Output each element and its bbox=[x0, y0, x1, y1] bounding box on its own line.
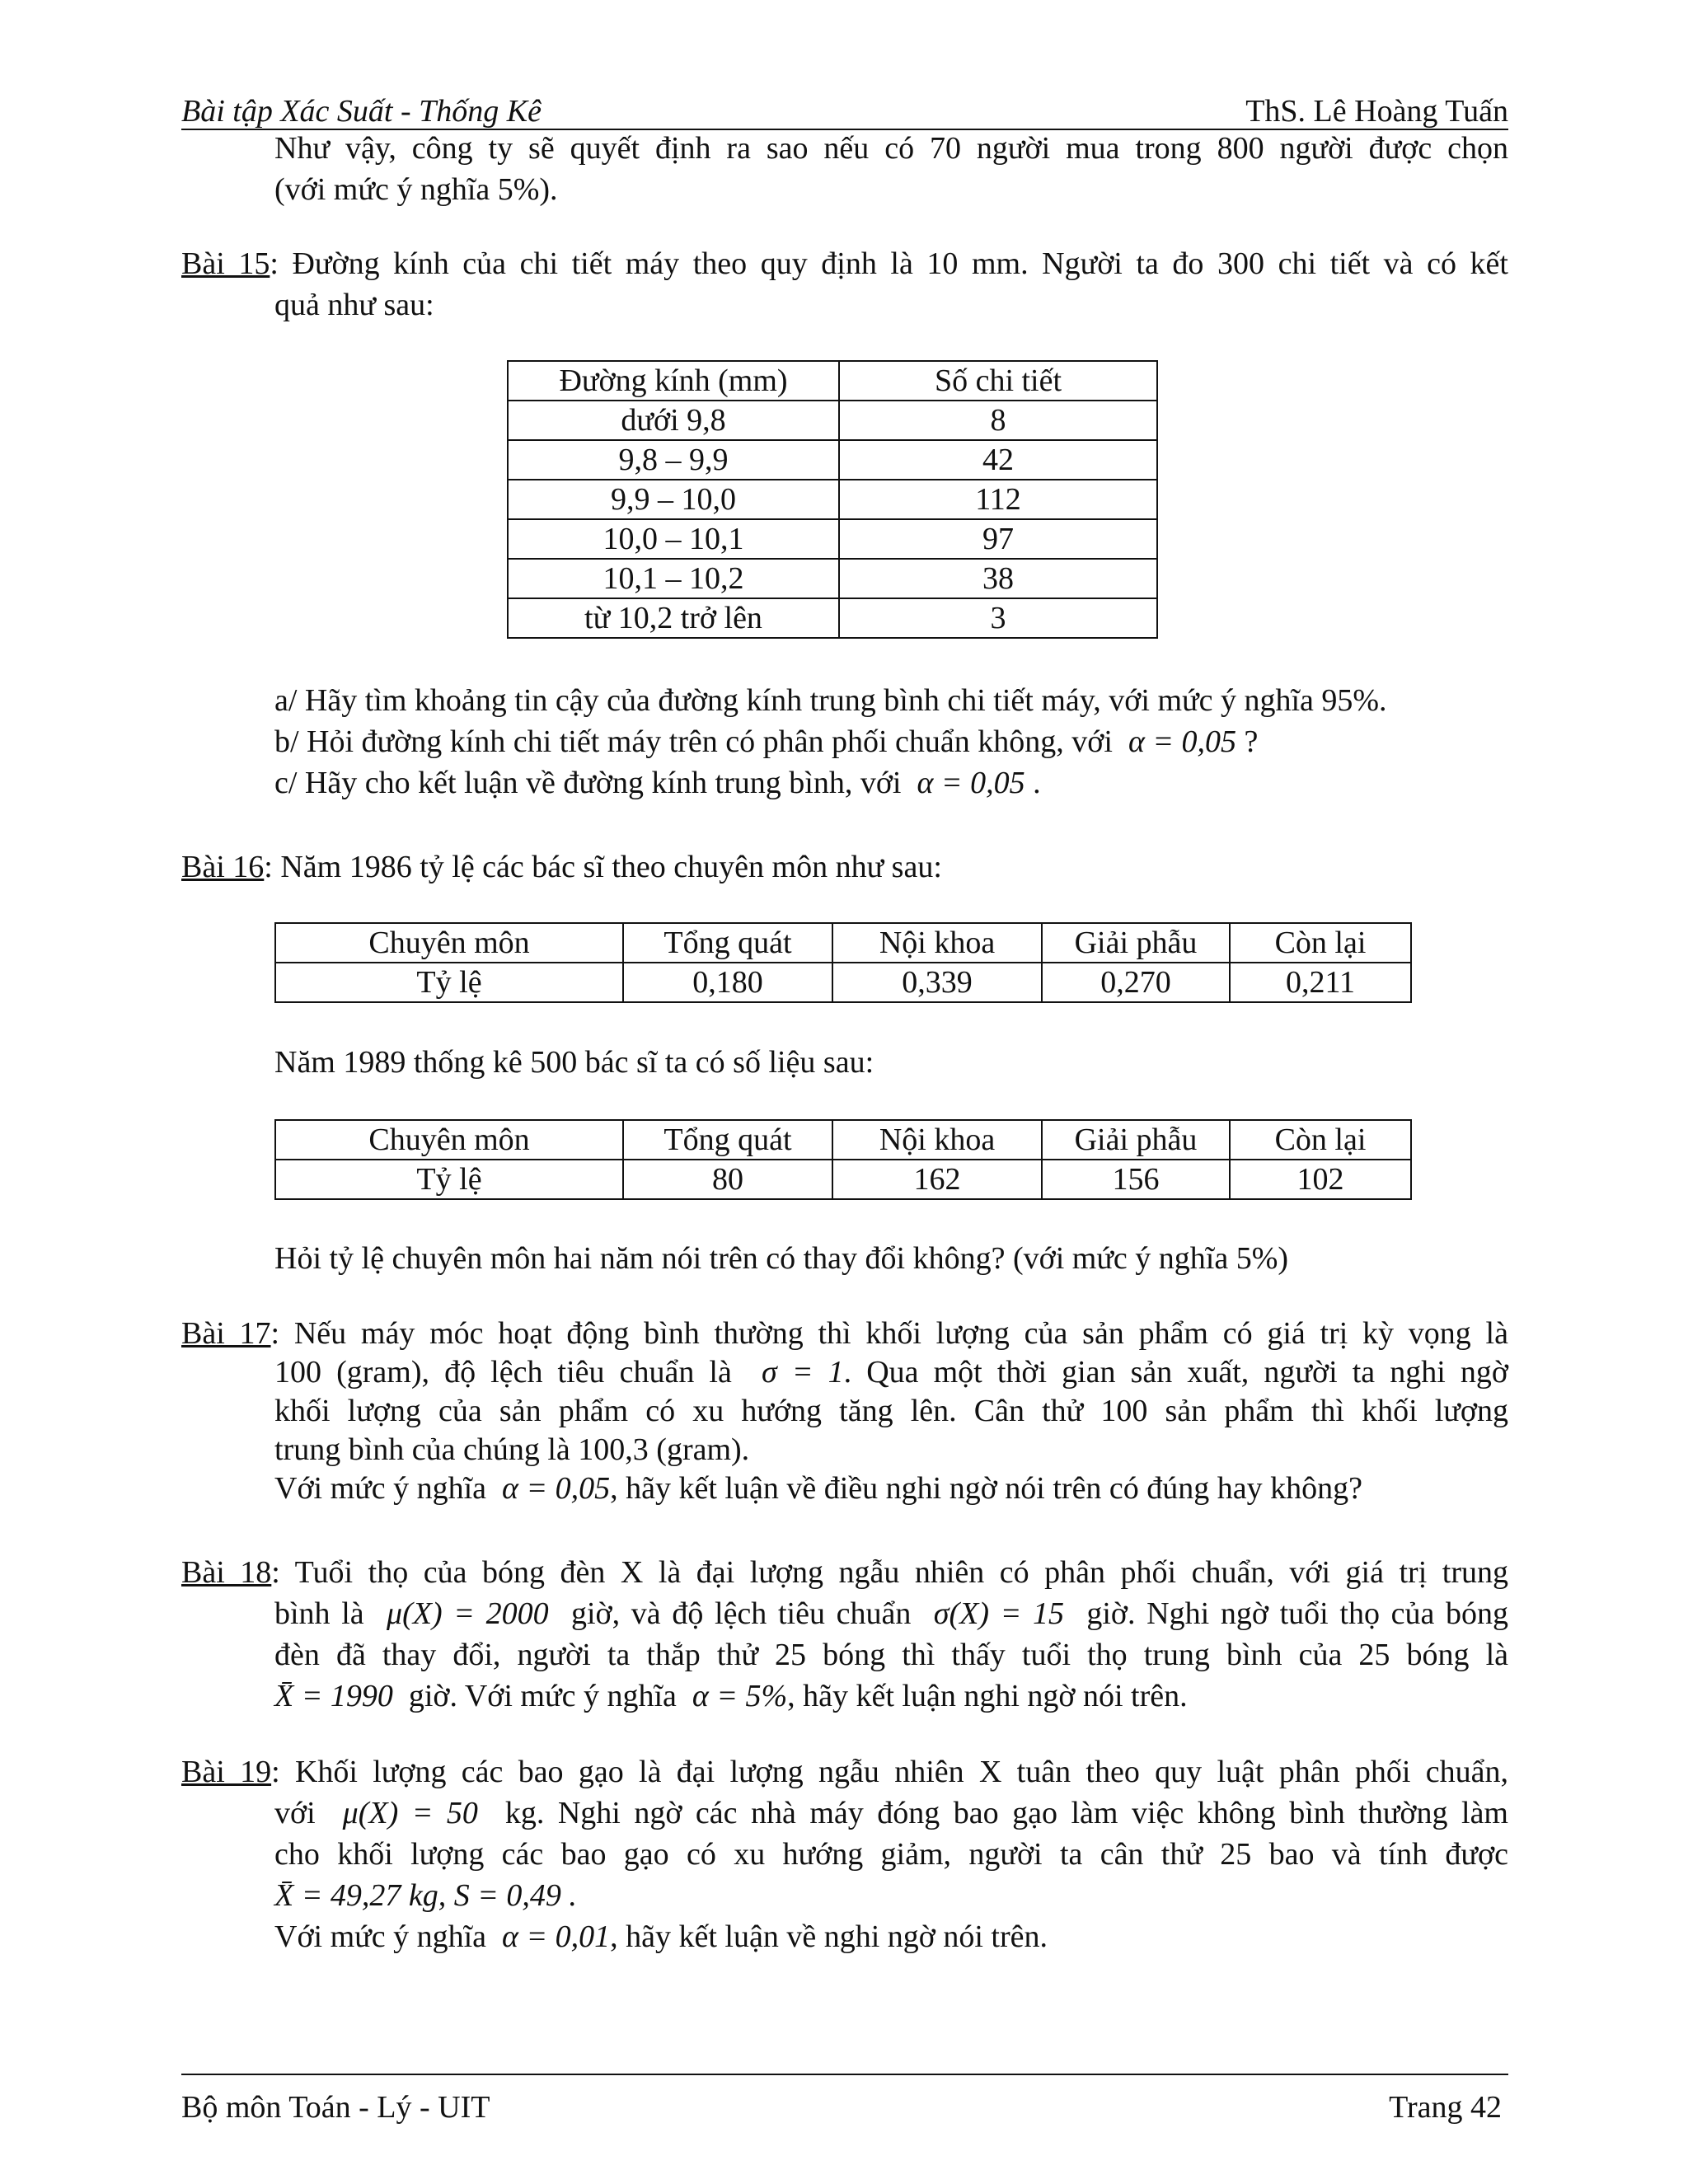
table-cell: từ 10,2 trở lên bbox=[508, 598, 839, 638]
bai15-question-a: a/ Hãy tìm khoảng tin cậy của đường kính trung bình chi tiết máy, với mức ý nghĩa 95%. bbox=[274, 683, 1387, 718]
table-cell: dưới 9,8 bbox=[508, 401, 839, 440]
table-cell: 10,1 – 10,2 bbox=[508, 559, 839, 598]
bai17-label: Bài 17 bbox=[181, 1316, 271, 1351]
bai17-line-5: Với mức ý nghĩa α = 0,05, hãy kết luận về điều nghi ngờ nói trên có đúng hay không? bbox=[274, 1471, 1363, 1506]
table-cell: 102 bbox=[1230, 1160, 1411, 1199]
math-alpha: α = 0,05 bbox=[1128, 724, 1237, 759]
table-cell: 10,0 – 10,1 bbox=[508, 519, 839, 559]
table-cell: 0,180 bbox=[623, 963, 832, 1002]
bai18-line-1: : Tuổi thọ của bóng đèn X là đại lượng ngẫu nhiên có phân phối chuẩn, với giá trị trung bbox=[271, 1555, 1508, 1590]
table-header-row bbox=[508, 361, 1157, 401]
table-header-cell: Nội khoa bbox=[832, 923, 1042, 963]
bai15-question-b: b/ Hỏi đường kính chi tiết máy trên có phân phối chuẩn không, với α = 0,05 ? bbox=[274, 724, 1259, 759]
table-row bbox=[508, 440, 1157, 480]
table-header-cell: Số chi tiết bbox=[839, 361, 1157, 401]
math-xbar: X̄ = 1990 bbox=[274, 1679, 393, 1713]
table-header-cell: Còn lại bbox=[1230, 923, 1411, 963]
math-sigma: σ = 1 bbox=[762, 1355, 844, 1390]
specialty-1986-table bbox=[274, 922, 1412, 1003]
bai17-line-2: 100 (gram), độ lệch tiêu chuẩn là σ = 1. Qua một thời gian sản xuất, người ta nghi ngờ bbox=[274, 1355, 1508, 1390]
bai15-line-2: quả như sau: bbox=[274, 288, 434, 322]
bai16-question: Hỏi tỷ lệ chuyên môn hai năm nói trên có thay đổi không? (với mức ý nghĩa 5%) bbox=[274, 1241, 1289, 1276]
bai16-line-1: : Năm 1986 tỷ lệ các bác sĩ theo chuyên môn như sau: bbox=[264, 850, 942, 884]
table-header-row bbox=[275, 923, 1411, 963]
table-header-cell: Còn lại bbox=[1230, 1120, 1411, 1160]
table-row bbox=[275, 1160, 1411, 1199]
bai17-line-3: khối lượng của sản phẩm có xu hướng tăng lên. Cân thử 100 sản phẩm thì khối lượng bbox=[274, 1394, 1508, 1428]
table-row bbox=[508, 401, 1157, 440]
table-cell: 0,211 bbox=[1230, 963, 1411, 1002]
page-footer bbox=[181, 2074, 1508, 2125]
bai19-label: Bài 19 bbox=[181, 1755, 272, 1789]
math-alpha: α = 0,05 bbox=[502, 1471, 611, 1506]
table-header-cell: Nội khoa bbox=[832, 1120, 1042, 1160]
table-row bbox=[275, 963, 1411, 1002]
table-cell: Tỷ lệ bbox=[275, 1160, 623, 1199]
math-sigma: σ(X) = 15 bbox=[933, 1596, 1064, 1631]
bai17-paragraph bbox=[181, 1315, 1508, 1508]
bai18-label: Bài 18 bbox=[181, 1555, 272, 1590]
intro-paragraph bbox=[274, 128, 1508, 210]
header-author: ThS. Lê Hoàng Tuấn bbox=[1245, 94, 1508, 129]
table-header-cell: Giải phẫu bbox=[1042, 923, 1230, 963]
math-alpha: α = 0,01 bbox=[502, 1919, 611, 1954]
diameter-table bbox=[507, 360, 1158, 639]
bai16-label: Bài 16 bbox=[181, 850, 265, 884]
bai19-paragraph bbox=[181, 1751, 1508, 1957]
table-header-cell: Tổng quát bbox=[623, 923, 832, 963]
table-cell: 3 bbox=[839, 598, 1157, 638]
table-row bbox=[508, 559, 1157, 598]
table-cell: 9,9 – 10,0 bbox=[508, 480, 839, 519]
bai15-label: Bài 15 bbox=[181, 246, 270, 281]
table-header-cell: Giải phẫu bbox=[1042, 1120, 1230, 1160]
table-cell: 156 bbox=[1042, 1160, 1230, 1199]
bai19-line-4: X̄ = 49,27 kg, S = 0,49 . bbox=[274, 1878, 577, 1913]
bai18-paragraph bbox=[181, 1552, 1508, 1717]
bai16-line-2: Năm 1989 thống kê 500 bác sĩ ta có số liệu sau: bbox=[274, 1045, 874, 1080]
table-cell: 0,270 bbox=[1042, 963, 1230, 1002]
bai18-line-3: đèn đã thay đổi, người ta thắp thử 25 bóng thì thấy tuổi thọ trung bình của 25 bóng là bbox=[274, 1638, 1508, 1672]
bai15-paragraph bbox=[181, 243, 1508, 326]
specialty-1989-table bbox=[274, 1119, 1412, 1200]
bai17-line-4: trung bình của chúng là 100,3 (gram). bbox=[274, 1432, 750, 1467]
table-cell: 42 bbox=[839, 440, 1157, 480]
table-header-cell: Chuyên môn bbox=[275, 923, 623, 963]
math-alpha: α = 5% bbox=[692, 1679, 788, 1713]
table-cell: Tỷ lệ bbox=[275, 963, 623, 1002]
table-cell: 0,339 bbox=[832, 963, 1042, 1002]
table-cell: 97 bbox=[839, 519, 1157, 559]
bai19-line-3: cho khối lượng các bao gạo có xu hướng giảm, người ta cân thử 25 bao và tính được bbox=[274, 1837, 1508, 1872]
page-number: Trang 42 bbox=[1389, 2090, 1502, 2125]
table-row bbox=[508, 519, 1157, 559]
header-title: Bài tập Xác Suất - Thống Kê bbox=[181, 94, 542, 129]
table-row bbox=[508, 598, 1157, 638]
bai15-question-c: c/ Hãy cho kết luận về đường kính trung bình, với α = 0,05 . bbox=[274, 766, 1041, 800]
table-cell: 162 bbox=[832, 1160, 1042, 1199]
page-header bbox=[181, 87, 1508, 130]
table-header-cell: Chuyên môn bbox=[275, 1120, 623, 1160]
intro-line-2: (với mức ý nghĩa 5%). bbox=[274, 172, 558, 207]
bai15-line-1: : Đường kính của chi tiết máy theo quy định là 10 mm. Người ta đo 300 chi tiết và có kết bbox=[270, 246, 1508, 281]
bai16-paragraph bbox=[181, 846, 1508, 888]
table-cell: 112 bbox=[839, 480, 1157, 519]
math-mu: μ(X) = 50 bbox=[342, 1796, 478, 1830]
intro-line-1: Như vậy, công ty sẽ quyết định ra sao nếu có 70 người mua trong 800 người được chọn bbox=[274, 131, 1508, 166]
math-alpha: α = 0,05 bbox=[917, 766, 1025, 800]
table-row bbox=[508, 480, 1157, 519]
bai15-questions bbox=[274, 680, 1508, 804]
bai19-line-1: : Khối lượng các bao gạo là đại lượng ngẫu nhiên X tuân theo quy luật phân phối chuẩn, bbox=[271, 1755, 1508, 1789]
table-header-row bbox=[275, 1120, 1411, 1160]
table-header-cell: Tổng quát bbox=[623, 1120, 832, 1160]
bai19-line-5: Với mức ý nghĩa α = 0,01, hãy kết luận về nghi ngờ nói trên. bbox=[274, 1919, 1048, 1954]
footer-department: Bộ môn Toán - Lý - UIT bbox=[181, 2090, 490, 2125]
bai17-line-1: : Nếu máy móc hoạt động bình thường thì khối lượng của sản phẩm có giá trị kỳ vọng là bbox=[270, 1316, 1508, 1351]
math-mu: μ(X) = 2000 bbox=[387, 1596, 549, 1631]
table-cell: 80 bbox=[623, 1160, 832, 1199]
table-cell: 9,8 – 9,9 bbox=[508, 440, 839, 480]
table-cell: 38 bbox=[839, 559, 1157, 598]
table-header-cell: Đường kính (mm) bbox=[508, 361, 839, 401]
table-cell: 8 bbox=[839, 401, 1157, 440]
bai18-line-4: X̄ = 1990 giờ. Với mức ý nghĩa α = 5%, hãy kết luận nghi ngờ nói trên. bbox=[274, 1679, 1188, 1713]
bai19-line-2: với μ(X) = 50 kg. Nghi ngờ các nhà máy đóng bao gạo làm việc không bình thường làm bbox=[274, 1796, 1508, 1830]
bai18-line-2: bình là μ(X) = 2000 giờ, và độ lệch tiêu chuẩn σ(X) = 15 giờ. Nghi ngờ tuổi thọ của bóng bbox=[274, 1596, 1509, 1631]
